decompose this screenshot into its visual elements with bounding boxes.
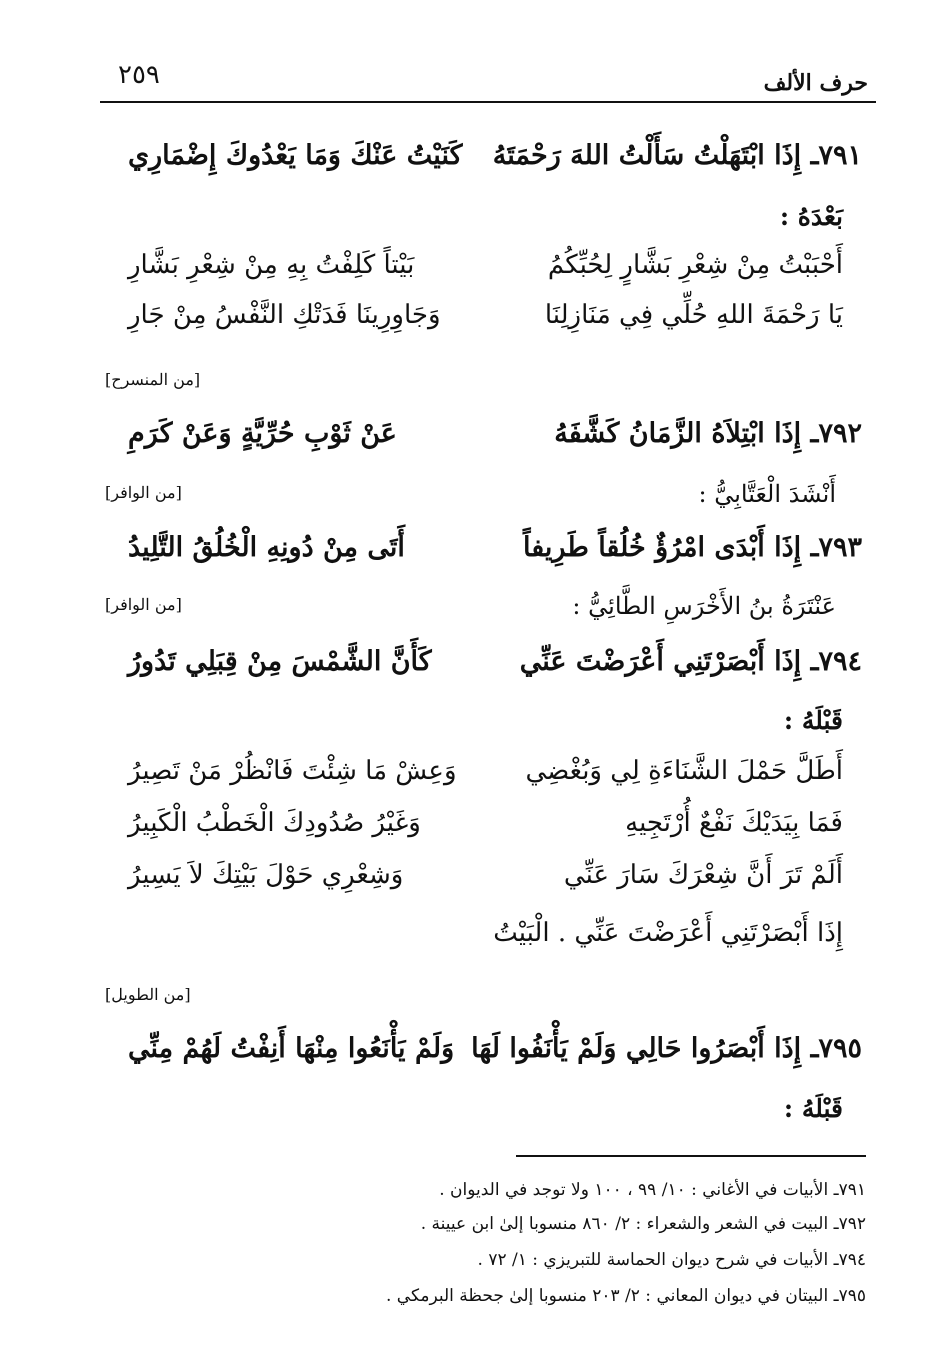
verse-792-first-hemistich: ٧٩٢ـ إِذَا ابْتِلاَهُ الزَّمَانُ كَشَّفَهُ (554, 418, 862, 449)
meter-label-2: [من الوافر] (105, 483, 182, 502)
verse-792-second-hemistich: عَنْ ثَوْبِ حُرِّيَّةٍ وَعَنْ كَرَمِ (128, 418, 397, 449)
footnote-791: ٧٩١ـ الأبيات في الأغاني : ١٠/ ٩٩ ، ١٠٠ ولا توجد في الديوان . (439, 1180, 866, 1200)
verse-793-first-hemistich: ٧٩٣ـ إِذَا أَبْدَى امْرُؤٌ خُلُقاً طَرِيفاً (523, 532, 862, 563)
before-label-795: قَبْلَهُ : (783, 1094, 843, 1123)
footnote-794: ٧٩٤ـ الأبيات في شرح ديوان الحماسة للتبريزي : ١/ ٧٢ . (477, 1250, 866, 1270)
meter-label-4: [من الطويل] (105, 985, 191, 1004)
before-label-794: قَبْلَهُ : (783, 706, 843, 735)
verse-795-second-hemistich: وَلَمْ يَأْنَعُوا مِنْهَا أَنِفْتُ لَهُمْ مِنِّي (128, 1033, 455, 1064)
verse-c1-first: أَحْبَبْتُ مِنْ شِعْرِ بَشَّارٍ لِحُبِّكُمُ (547, 250, 843, 280)
verse-d3-second: وَشِعْرِي حَوْلَ بَيْتِكَ لاَ يَسِيرُ (128, 860, 404, 890)
verse-d4-reference: إِذَا أَبْصَرْتَنِي أَعْرَضْتَ عَنِّي . الْبَيْتُ (493, 918, 843, 948)
verse-c1-second: بَيْتاً كَلِفْتُ بِهِ مِنْ شِعْرِ بَشَّارِ (128, 250, 415, 280)
verse-c2-first: يَا رَحْمَةَ اللهِ حُلِّي فِي مَنَازِلِنَا (544, 300, 843, 330)
running-header-title: حرف الألف (763, 70, 868, 96)
verse-793-second-hemistich: أَتَى مِنْ دُونِهِ الْخُلُقُ التَّلِيدُ (128, 532, 405, 563)
poet-intro-794: عَنْتَرَةُ بنُ الأَخْرَسِ الطَّائِيُّ : (572, 592, 836, 620)
verse-d1-second: وَعِشْ مَا شِئْتَ فَانْظُرْ مَنْ تَصِيرُ (128, 756, 457, 786)
verse-794-first-hemistich: ٧٩٤ـ إِذَا أَبْصَرْتَنِي أَعْرَضْتَ عَنِّي (519, 646, 862, 677)
verse-c2-second: وَجَاوِرِينَا فَدَتْكِ النَّفْسُ مِنْ جَارِ (128, 300, 441, 330)
meter-label-3: [من الوافر] (105, 595, 182, 614)
poet-intro-793: أَنْشَدَ الْعَتَّابِيُّ : (698, 480, 836, 508)
meter-label-1: [من المنسرح] (105, 370, 201, 389)
verse-795-first-hemistich: ٧٩٥ـ إِذَا أَبْصَرُوا حَالِي وَلَمْ يَأْنَفُوا لَهَا (471, 1033, 862, 1064)
footnote-rule (516, 1155, 866, 1157)
page-number: ٢٥٩ (118, 60, 160, 90)
verse-791-first-hemistich: ٧٩١ـ إِذَا ابْتَهَلْتُ سَأَلْتُ اللهَ رَحْمَتَهُ (492, 140, 862, 171)
after-label: بَعْدَهُ : (779, 202, 843, 231)
header-rule (100, 101, 876, 103)
verse-d1-first: أَطَلَّ حَمْلَ الشَّنَاءَةِ لِي وَبُغْضِي (525, 756, 843, 786)
footnote-792: ٧٩٢ـ البيت في الشعر والشعراء : ٢/ ٨٦٠ منسوبا إلىٰ ابن عيينة . (420, 1214, 866, 1234)
verse-794-second-hemistich: كَأَنَّ الشَّمْسَ مِنْ قِبَلِي تَدُورُ (128, 646, 432, 677)
verse-791-second-hemistich: كَنَيْتُ عَنْكَ وَمَا يَعْدُوكَ إِضْمَارِي (128, 140, 463, 171)
verse-d3-first: أَلَمْ تَرَ أَنَّ شِعْرَكَ سَارَ عَنِّي (563, 860, 843, 890)
verse-d2-second: وَغَيْرُ صُدُودِكَ الْخَطْبُ الْكَبِيرُ (128, 808, 421, 838)
footnote-795: ٧٩٥ـ البيتان في ديوان المعاني : ٢/ ٢٠٣ منسوبا إلىٰ جحظة البرمكي . (386, 1286, 866, 1306)
verse-d2-first: فَمَا بِيَدَيْكَ نَفْعٌ أُرْتَجِيهِ (625, 808, 843, 838)
